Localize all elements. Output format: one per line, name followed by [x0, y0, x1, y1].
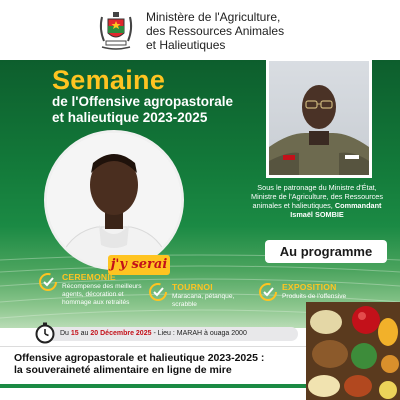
- coat-of-arms-icon: [94, 9, 138, 53]
- program-item-desc: [62, 283, 142, 307]
- program-item-exposition: [258, 282, 368, 302]
- program-item-ceremonie: [38, 272, 156, 307]
- title-line-3: et halieutique 2023-2025: [52, 110, 208, 125]
- ministry-name: [146, 10, 284, 52]
- date-prefix: Du: [60, 330, 71, 337]
- event-title: [52, 66, 233, 126]
- date-start: 15: [70, 330, 79, 337]
- program-heading: Au programme: [265, 240, 387, 263]
- program-item-desc-line: scrabble: [172, 301, 197, 308]
- ministry-line-3: et Halieutiques: [146, 38, 226, 52]
- patronage-line-3: [236, 201, 398, 210]
- patronage-rank: Commandant: [334, 201, 382, 210]
- date-location: - Lieu : MARAH à ouaga 2000: [151, 330, 247, 337]
- check-circle-icon: [38, 272, 58, 292]
- date-end: 20 Décembre 2025: [90, 330, 152, 337]
- patronage-name: Ismaël SOMBIE: [290, 210, 344, 219]
- footer-accent: [0, 384, 310, 388]
- program-item-desc-line: agents, décoration et: [62, 291, 124, 298]
- program-item-desc-line: hommage aux retraités: [62, 299, 130, 306]
- patronage-line-1: Sous le patronage du Ministre d'État,: [257, 183, 377, 192]
- minister-photo-icon: [269, 61, 369, 175]
- clock-icon: [34, 322, 56, 344]
- ministry-line-2: des Ressources Animales: [146, 24, 285, 38]
- header: [0, 0, 400, 60]
- program-item-title: CEREMONIE: [62, 272, 116, 282]
- ministry-line-1: Ministère de l'Agriculture,: [146, 10, 281, 24]
- patronage-line-3a: animales et halieutiques,: [252, 201, 335, 210]
- check-circle-icon: [258, 282, 278, 302]
- program-item-desc-line: Produits de l'offensive: [282, 293, 347, 300]
- program-item-desc: [282, 293, 346, 301]
- title-line-2: de l'Offensive agropastorale: [52, 94, 234, 109]
- program-item-desc-line: Maracana, pétanque,: [172, 293, 235, 300]
- program-item-title: EXPOSITION: [282, 282, 337, 292]
- participant-photo-icon: [47, 133, 181, 267]
- tagline: [14, 352, 304, 376]
- title-main: Semaine: [52, 65, 166, 95]
- program-item-desc-line: Récompense des meilleurs: [62, 283, 142, 290]
- tagline-line-1: Offensive agropastorale et halieutique 2023-2025 :: [14, 352, 265, 364]
- minister-portrait: [266, 58, 372, 178]
- event-date-location: [60, 329, 247, 339]
- check-circle-icon: [148, 282, 168, 302]
- program-item-tournoi: [148, 282, 248, 309]
- patronage-caption: [236, 183, 398, 219]
- jyserai-badge: j'y serai: [108, 255, 170, 275]
- tagline-line-2: la souveraineté alimentaire en ligne de mire: [14, 364, 232, 376]
- program-item-desc: [172, 293, 234, 309]
- participant-portrait: [44, 130, 184, 270]
- produce-collage-icon: [306, 302, 400, 400]
- date-mid: au: [78, 330, 91, 337]
- patronage-line-2: Ministre de l'Agriculture, des Ressources: [251, 192, 383, 201]
- program-item-title: TOURNOI: [172, 282, 213, 292]
